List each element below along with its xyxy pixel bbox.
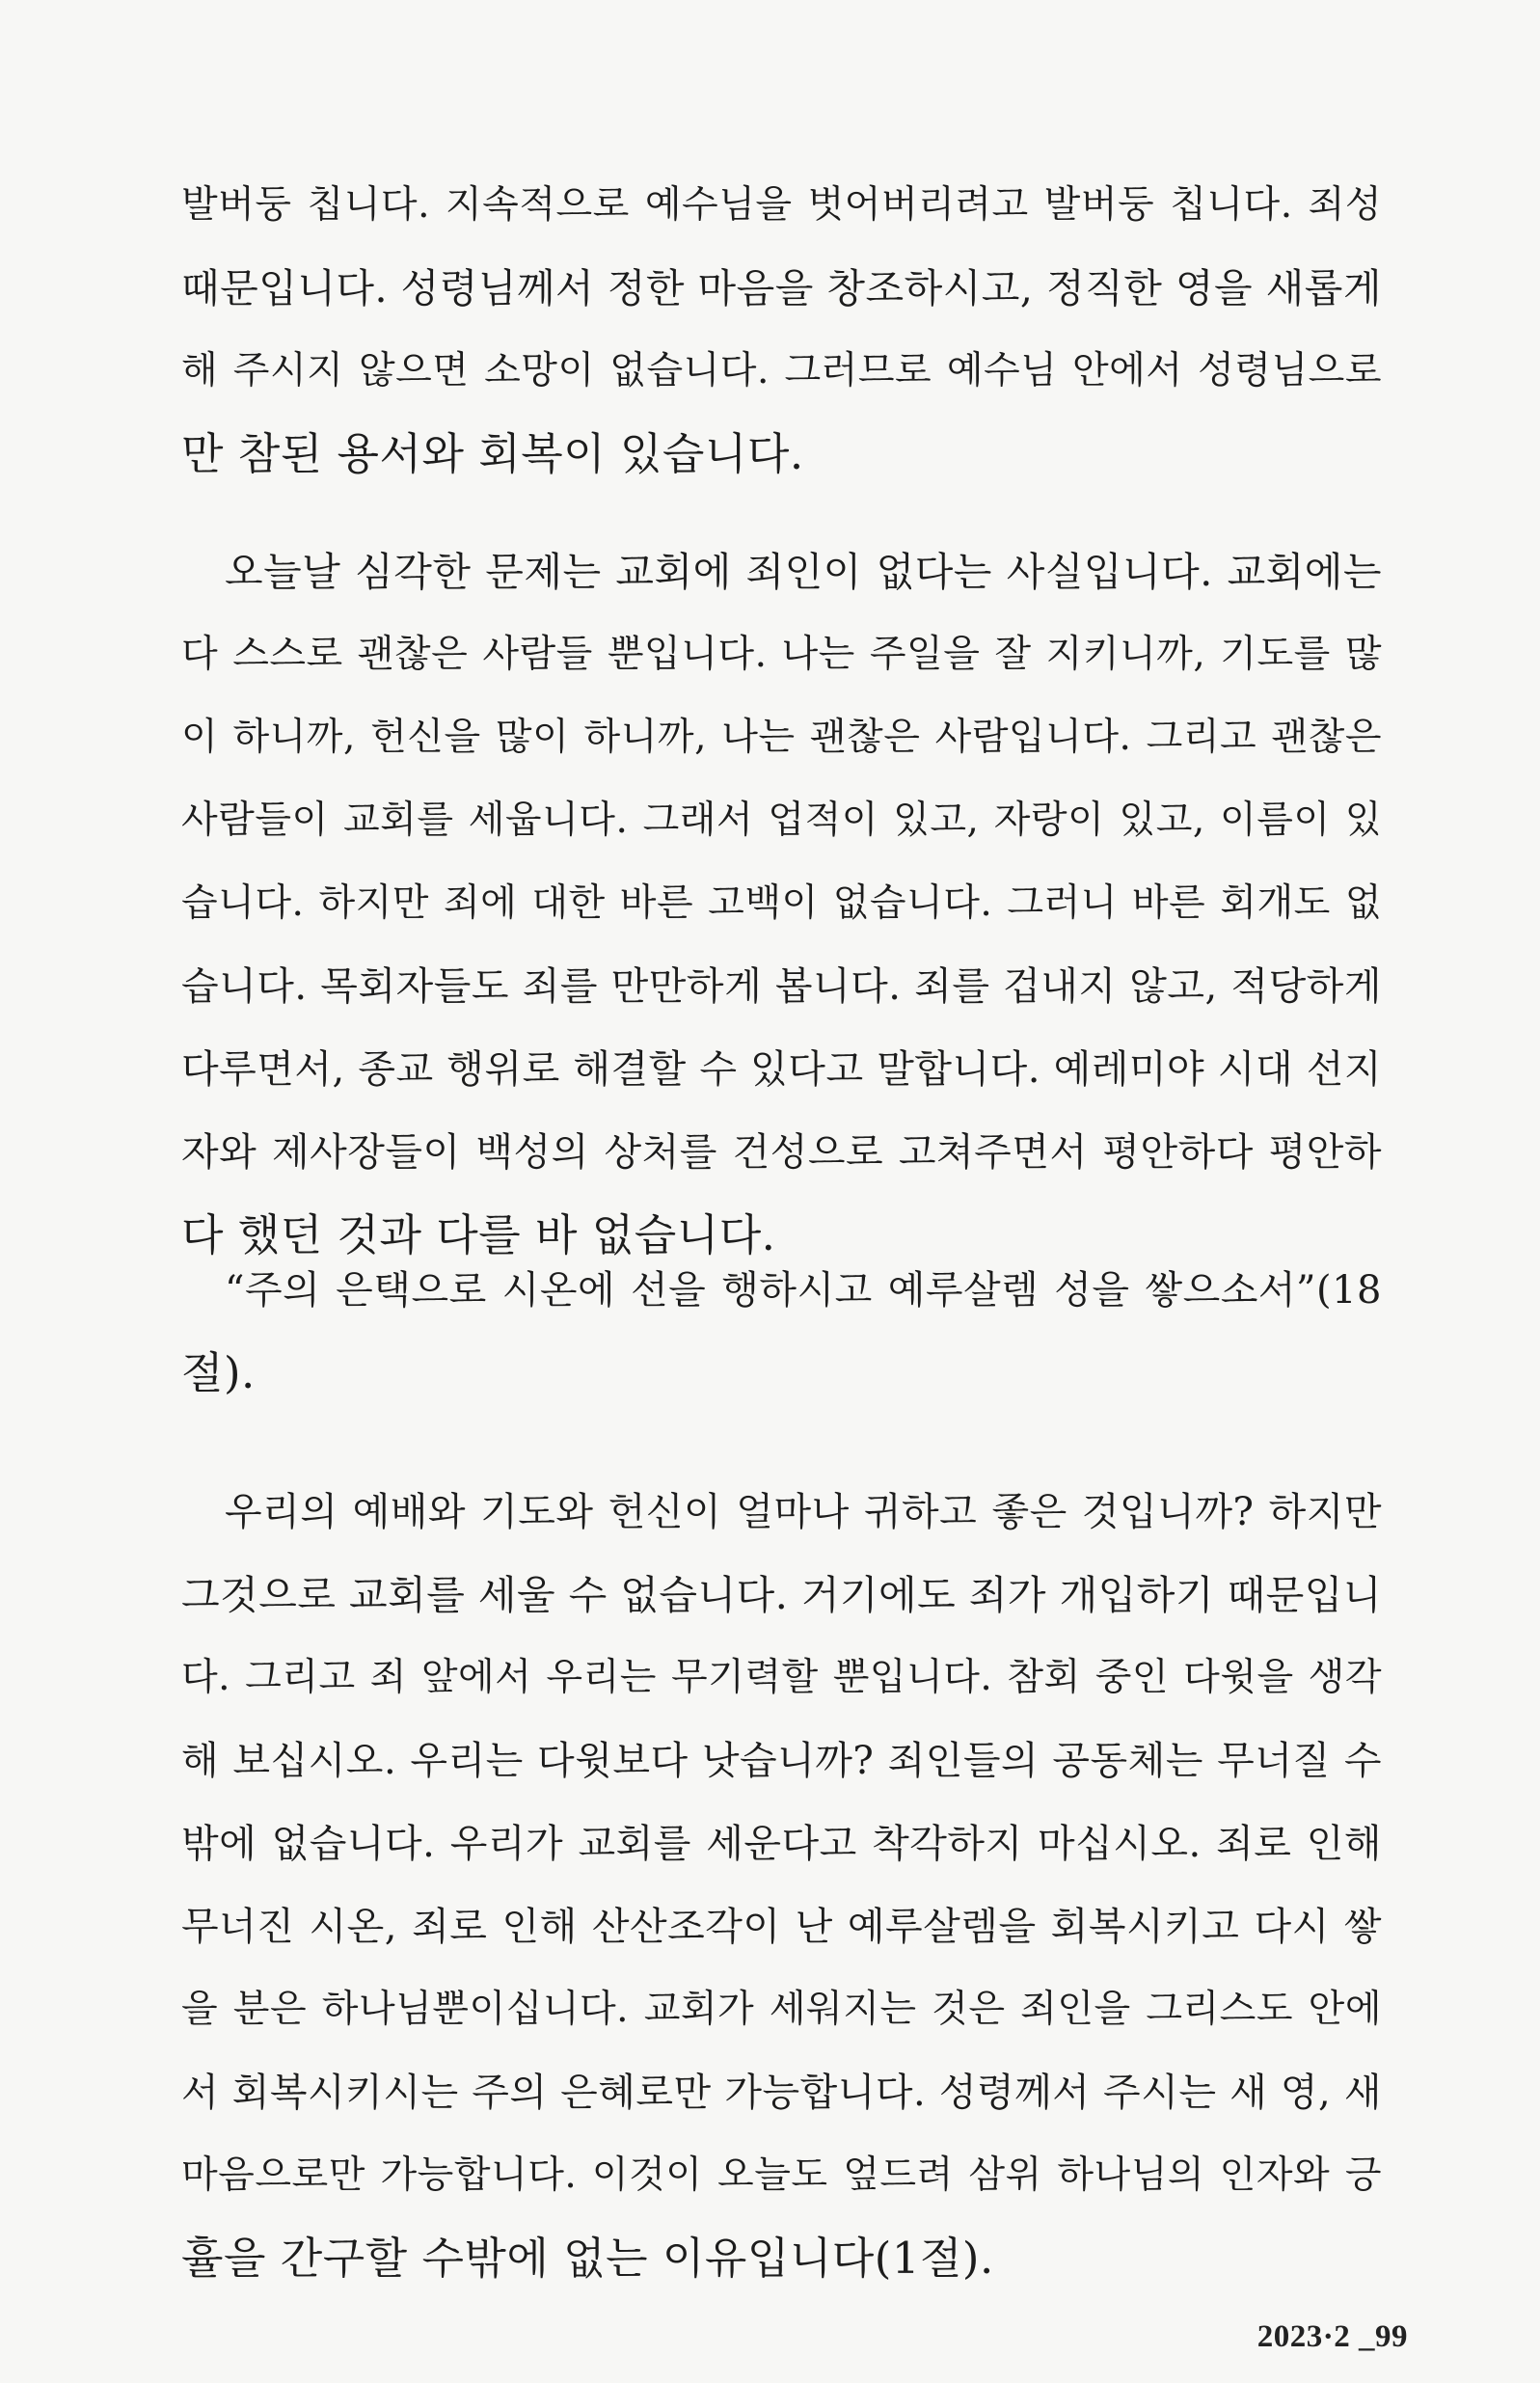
text-line: 습니다. 하지만 죄에 대한 바른 고백이 없습니다. 그러니 바른 회개도 없 xyxy=(181,881,1382,925)
paragraph-3-quote xyxy=(181,1249,1382,1415)
text-line: 만 참된 용서와 회복이 있습니다. xyxy=(181,428,804,479)
text-line: 해 주시지 않으면 소망이 없습니다. 그러므로 예수님 안에서 성령님으로 xyxy=(181,349,1382,393)
text-line: 그것으로 교회를 세울 수 없습니다. 거기에도 죄가 개입하기 때문입니 xyxy=(181,1572,1382,1618)
text-line: 오늘날 심각한 문제는 교회에 죄인이 없다는 사실입니다. 교회에는 xyxy=(225,549,1382,595)
text-line: 다 스스로 괜찮은 사람들 뿐입니다. 나는 주일을 잘 지키니까, 기도를 많 xyxy=(181,633,1382,676)
text-line: 다 했던 것과 다를 바 없습니다. xyxy=(181,1209,776,1260)
text-line: 자와 제사장들이 백성의 상처를 건성으로 고쳐주면서 평안하다 평안하 xyxy=(181,1130,1382,1175)
text-line: “주의 은택으로 시온에 선을 행하시고 예루살렘 성을 쌓으소서”(18 xyxy=(225,1268,1382,1313)
text-line: 해 보십시오. 우리는 다윗보다 낫습니까? 죄인들의 공동체는 무너질 수 xyxy=(181,1739,1382,1783)
text-line: 밖에 없습니다. 우리가 교회를 세운다고 착각하지 마십시오. 죄로 인해 xyxy=(181,1822,1382,1866)
paragraph-1 xyxy=(181,164,1382,496)
text-line: 휼을 간구할 수밖에 없는 이유입니다(1절). xyxy=(181,2233,994,2284)
paragraph-4 xyxy=(181,1471,1382,2300)
text-line: 우리의 예배와 기도와 헌신이 얼마나 귀하고 좋은 것입니까? 하지만 xyxy=(225,1490,1382,1534)
text-line: 무너진 시온, 죄로 인해 산산조각이 난 예루살렘을 회복시키고 다시 쌓 xyxy=(181,1905,1382,1949)
text-line: 서 회복시키시는 주의 은혜로만 가능합니다. 성령께서 주시는 새 영, 새 xyxy=(181,2071,1382,2115)
text-line: 발버둥 칩니다. 지속적으로 예수님을 벗어버리려고 발버둥 칩니다. 죄성 xyxy=(181,183,1382,227)
text-line: 이 하니까, 헌신을 많이 하니까, 나는 괜찮은 사람입니다. 그리고 괜찮은 xyxy=(181,716,1382,759)
page-number: 2023·2 _99 xyxy=(1256,2319,1408,2354)
text-line: 을 분은 하나님뿐이십니다. 교회가 세워지는 것은 죄인을 그리스도 안에 xyxy=(181,1988,1382,2031)
paragraph-2 xyxy=(181,530,1382,1277)
text-line: 때문입니다. 성령님께서 정한 마음을 창조하시고, 정직한 영을 새롭게 xyxy=(181,265,1382,311)
text-line: 다루면서, 종교 행위로 해결할 수 있다고 말합니다. 예레미야 시대 선지 xyxy=(181,1047,1382,1092)
text-line: 사람들이 교회를 세웁니다. 그래서 업적이 있고, 자랑이 있고, 이름이 있 xyxy=(181,799,1382,842)
text-line: 다. 그리고 죄 앞에서 우리는 무기력할 뿐입니다. 참회 중인 다윗을 생각 xyxy=(181,1656,1382,1699)
text-line: 절). xyxy=(181,1347,256,1398)
text-line: 습니다. 목회자들도 죄를 만만하게 봅니다. 죄를 겁내지 않고, 적당하게 xyxy=(181,964,1382,1009)
text-line: 마음으로만 가능합니다. 이것이 오늘도 엎드려 삼위 하나님의 인자와 긍 xyxy=(181,2153,1382,2197)
